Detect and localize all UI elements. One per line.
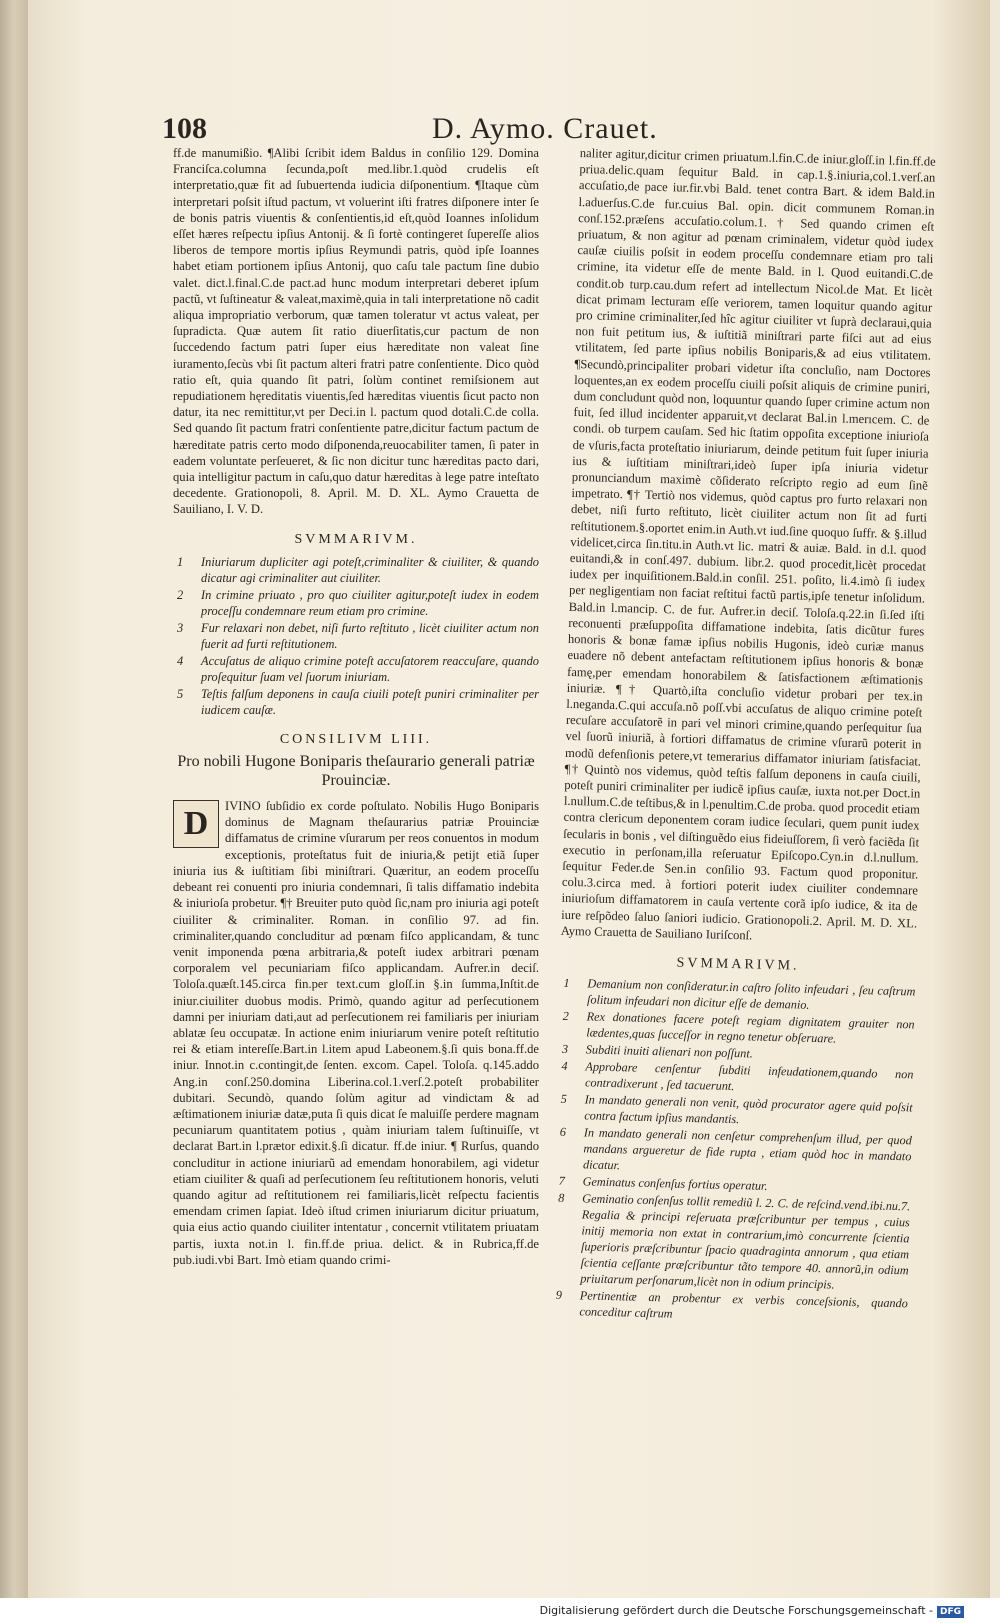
dfg-logo: DFG (937, 1606, 964, 1618)
right-body-text: naliter agitur,dicitur crimen priuatum.l.fin.C.de iniur.gloſſ.in l.fin.ff.de priua.delic.quam ſequitur Bald. in cap.1.§.iniuria,col.1.verſ.an accuſatio,de pace iur.fir.vbi Bald. tenet contra Bart. & idem Bald.in l.aduerſus.C.de fur.cuius Bal. opin. dicit communem Roman.in conſ.152.præſens accuſatio.colum.1. † Sed quando crimen eſt priuatum, & non agitur ad pœnam criminalem, videtur quòd iudex cauſæ ciuilis poſsit in eodem proceſſu condemnare etiam pro tali crimine, ita videtur eſſe de mente Bald. in l. Quod euitandi.C.de condit.ob turp.cau.dum refert ad intellectum Nicol.de Mat. Et licèt dicat primam lecturam eſſe veriorem, tamen loquitur quando agitur pro crimine criminaliter,ſed hîc agitur ciuiliter vt ſuprà declaraui,quia non fuit petitum ius, & iuſtitiã miniſtrari parte fiſci aut ad eius vtilitatem, ſed parte ipſius nobilis Boniparis,& ad eius vtilitatem. ¶Secundò,principaliter probari videtur iſta concluſio, nam Doctores loquentes,an ex eodem proceſſu ciuili poſsit aliquis de crimine puniri, dum concludunt quòd non, loquuntur quando ſuper crimine actum non fuit, ſed illud incidenter apparuit,vt declarat Bal.in l.merıcem. C. de condi. ob turpem cauſam. Sed hic ſtatim oppoſita exceptione iniurioſa de vſuris,facta proteſtatio iniuriarum, deinde petitum fuit ſuper iniuria ius & iuſtitiam miniſtrari,ideò ſuper ipſa iniuria videtur pronunciandum maximè cõſiderato reſcripto regio ad eum ſinẽ impetrato. ¶† Tertiò nos videmus, quòd captus pro furto relaxari non debet, niſi furto reſtituto, licèt ciuiliter actum non ſit ad furti reſtitutionem.§.oportet enim.in Auth.vt iud.ſine quoquo ſuffr. & §.illud videlicet,circa ſin.titu.in Auth.vt lic. matri & auiæ. Bald. in d.l. quod euitandi,& in conſ.497. dubium. libr.2. quod procedit,licèt procedat iudex per inquiſitionem.Bald.in conſil. 251. poſito, li.4.imò ſi iudex per negligentiam non faciat reſtitui factũ partis,ipſe tenetur inſolidum. Bald.in l.mancip. C. de fur. Aufrer.in deciſ. Toloſa.q.22.in ſi.ſed iſti reconuenti præſuppoſita diffamatione indebita, ſatis dicũtur fures honoris & bonæ famæ ipſius nobilis Hugonis, ideò curiæ manus euadere nõ debent antefactam reſtitutionem ipſius honoris & bonæ famę,per emendam honorabilem & ſatisfactionem æſtimationis iniuriæ. ¶† Quartò,iſta concluſio videtur probari per tex.in l.neganda.C.qui accuſa.nõ poſſ.vbi accuſatus de aliquo crimine poteſt recuſare accuſatorẽ in pari vel minori crimine,quando perſequitur ſua vel ſuorũ iniuriã, à fortiori diffamatus de crimine vſurarũ poterit in modũ defenſionis petere,vt temerarius diffamator iniuriam ſatisfaciat. ¶† Quintò nos videmus, quòd teſtis falſum deponens in cauſa ciuili, poteſt puniri criminaliter per iudicẽ ipſius cauſæ, iuxta not.per Doct.in l.nullum.C.de teſtibus,& in l.penultim.C.de proba. quod procedit etiam contra clericum deponentem coram iudice ſeculari, quem punit iudex ſecularis in bonis , vel diſtinguẽdo eius fideiuſſorem, ſi verò faciẽda ſit executio in perſonam,illa reſeruatur Epiſcopo.Cyn.in d.l.nullum. ſequitur Feder.de Sen.in conſilio 93. Factum quod proponitur. colu.3.circa med. à fortiori poterit iudex ciuiliter condemnare iniurioſum diffamatorem in cauſa vertente corã ipſo iudice, & ita de iure reſpõdeo ſaluo ſaniori iudicio. Grationopoli.2. April. M. D. XL. Aymo Crauetta de Sauiliano Iuriſconſ. (560, 145, 936, 943)
right-column (551, 145, 936, 1329)
drop-cap-initial: D (173, 800, 219, 848)
consilium-body-text: IVINO ſubſidio ex corde poſtulato. Nobilis Hugo Boniparis dominus de Magnam theſaurarius patriæ Prouinciæ diffamatus de crimine vſurarum per reos conuentos in modum exceptionis, proteſtatus fuit de iniuria,& petijt etiã ſuper iniuria ius & iuſtitiam ſibi miniſtrari. Quæritur, an eodem proceſſu debeant rei conuenti pro iniuria condemnari, ſi talis diffamatio indebita & iniurioſa probetur. ¶† Breuiter puto quòd ſic,nam pro iniuria agi poteſt ciuiliter & criminaliter. Roman. in conſilio 97. ad fin. criminaliter,quando concluditur ad pœnam fiſco applicandam, & tunc venit imponenda pœna arbitraria,& poteſt iudex arbitrari pœnam corporalem vel pecuniariam fiſco applicandam. Aufrer.in deciſ. Toloſa.quæſt.145.circa fin.per text.cum gloſſ.in §.in ſumma,Inſtit.de iniur.ciuiliter duobus modis. Primò, quando agitur ad perſecutionem damni per iniuriam dati,aut ad perſecutionem rei familiaris per iniuriam ablatæ ſeu occupatæ. In actione enim iniuriarum venire poteſt reſtitutio rei & etiam intereſſe.Bart.in l.item apud Labeonem.§.ſi quis bona.ff.de iniur. Innot.in c.contingit,de ſenten. excom. Capel. Toloſa. q.145.addo Ang.in conſ.250.domina Liberina.col.1.verſ.2.poteſt probabiliter dubitari. Secundò, quando ſolùm agitur ad vindictam & ad æſtimationem iniuriæ datæ,puta ſi quis dicat ſe maluiſſe perdere magnam pecuniarum quantitatem potius , quàm iniuriam talem ſuſtinuiſſe, vt declarat Bart.in l.prætor edixit.§.ſi dicatur. ff.de iniur. ¶ Rurſus, quando concluditur in actione iniuriarũ ad emendam honorabilem, agi videtur etiam ciuiliter & quaſi ad perſecutionem ſeu reſtitutionem honoris, veluti quando agitur ad reſtitutionem rei familiaris,licèt reſpectu facientis emendam crimen ſapiat. Ideò iſtud crimen iniuriarum dicitur priuatum, quia eius actio quando ciuiliter intentatur , concernit vtilitatem priuatam partis, iuxta not.in l. fin.ff.de priua. delict. & in Rubrica,ff.de pub.iudi.vbi Bart. Imò etiam quando crimi- (173, 799, 539, 1267)
running-title: D. Aymo. Crauet. (432, 112, 658, 145)
summary-item: 7 Geminatus conſenſus fortius operatur. (558, 1173, 768, 1194)
summary-item: 6 In mandato generali non cenſetur comprehenſum illud, per quod mandans argueretur de fide rupta , etiam quòd hoc in mandato dicatur. (559, 1124, 912, 1173)
book-page (28, 0, 990, 1598)
page-header (162, 112, 942, 146)
summary-item: 5 Teſtis falſum deponens in cauſa ciuili poteſt puniri criminaliter per iudicem cauſæ. (177, 686, 539, 717)
summary-item: 9 Pertinentiæ an probentur ex verbis conceſsionis, quando conceditur caſtrum (555, 1287, 908, 1321)
book-page-edges (0, 0, 28, 1598)
summary-item: 1 Iniuriarum dupliciter agi poteſt,criminaliter & ciuiliter, & quando dicatur agi criminaliter aut ciuiliter. (177, 554, 539, 585)
left-opening-paragraph: ff.de manumißio. ¶Alibi ſcribit idem Baldus in conſilio 129. Domina Franciſca.columna ſecunda,poſt med.libr.1.quòd crudelis eſt interpretatio,quæ fit ad ſubuertenda iudicia diſponentium. ¶Itaque cùm interpretari poſsit iſtud pactum, vt voluerint iſti fratres diſponere inter ſe de bonis patris viuentis & conſentientis,id eſt,quòd Ioannes inſolidum eſſet hæres reſpectu ipſius Antonij. & ſi fortè contingeret ſupereſſe alios liberos de tempore mortis ipſius Reymundi patris, quòd ipſe Ioannes habet etiam portionem ipſius Antonij, quo caſu tale pactum ſine dubio valet. dict.l.final.C.de pact.ad hunc modum interpretari deberet ipſum pactũ, vt ſuſtineatur & valeat,maximè,quia in tali interpretatione nõ cadit aliqua impropriatio verborum, quæ tamen toleratur vt actus valeat, per ſupradicta. Quæ autem ſit ratio diuerſitatis,cur pactum de non ſuccedendo factum patri ſuper eius hæreditate non valeat ſine iuramento,ſecùs vbi ſit pactum alteri fratri patre conſentiente. Dico quòd ratio eſt, quia quando ſit patri, ſolùm continet remiſsionem aut repudiationem hęreditatis viuentis,ſed hæreditas viuentis ſicut pacto non datur, ita nec remittitur,vt per Deci.in l. pactum quod dotali.C.de colla. Sed quando ſit pactum fratri conſentiente patre,dicitur factum pactum de hæreditate patris certo modo diſponenda,reuocabiliter tamen, ſi pater in eadem voluntate perſeueret, & ſic non dicitur tunc hæreditas pacto dari, quia intelligitur pactum in caſu,quo datur hæreditas à lege patre inteſtato decedente. Grationopoli, 8. April. M. D. XL. Aymo Crauetta de Sauiliano, I. V. D. (173, 146, 539, 517)
consilium-title: CONSILIVM LIII. (279, 731, 433, 747)
summary-item: 4 Accuſatus de aliquo crimine poteſt accuſatorem reaccuſare, quando proſequitur ſuam vel ſuorum iniuriam. (177, 653, 539, 684)
right-summary-list (551, 975, 915, 1328)
credit-text: Digitalisierung gefördert durch die Deutsche Forschungsgemeinschaft - (539, 1604, 933, 1617)
digitization-credit (540, 1604, 964, 1618)
summary-item: 1 Demanium non conſideratur.in caſtro ſolito infeudari , ſeu caſtrum ſolitum infeudari non dicitur eſſe de demanio. (563, 976, 916, 1013)
summary-item: 2 In crimine priuato , pro quo ciuiliter agitur,poteſt iudex in eodem proceſſu condemnare reum etiam pro crimine. (177, 587, 539, 618)
consilium-body (173, 798, 539, 1268)
page-number: 108 (162, 112, 207, 145)
right-summary-title: SVMMARIVM. (676, 955, 800, 974)
consilium-subtitle: Pro nobili Hugone Boniparis theſaurario generali patriæ Prouinciæ. (177, 753, 535, 790)
summary-item: 2 Rex donationes facere poteſt regiam dignitatem grauiter non lædentes,quas ſucceſſor in regno tenetur obſeruare. (562, 1008, 915, 1046)
summary-item: 5 In mandato generali non venit, quòd procurator agere quid poſsit contra factum ipſius mandantis. (560, 1091, 913, 1127)
left-summary-title: SVMMARIVM. (294, 531, 418, 547)
left-summary-list (173, 554, 539, 718)
summary-item: 4 Approbare cenſentur ſubditi infeudationem,quando non contradixerunt , ſed tacuerunt. (561, 1058, 914, 1094)
summary-item: 3 Subditi inuiti alienari non poſſunt. (561, 1041, 753, 1061)
left-column (173, 145, 539, 1268)
summary-item: 3 Fur relaxari non debet, niſi furto reſtituto , licèt ciuiliter actum non fuerit ad furti reſtitutionem. (177, 620, 539, 651)
summary-item: 8 Geminatio conſenſus tollit remediũ l. 2. C. de reſcind.vend.ibi.nu.7. Regalia & principi reſeruata præſcribuntur per tempus , cuius initij memoria non extat in contrarium,imò concurrente ſcientia ſuperioris præſcribuntur ſpacio quadraginta annorum , qua etiam ſcientia ceſſante præſcribuntur tãto tempore 40. annorũ,in odium priuitarum perſonarum,licèt non in odium principis. (558, 1190, 911, 1292)
